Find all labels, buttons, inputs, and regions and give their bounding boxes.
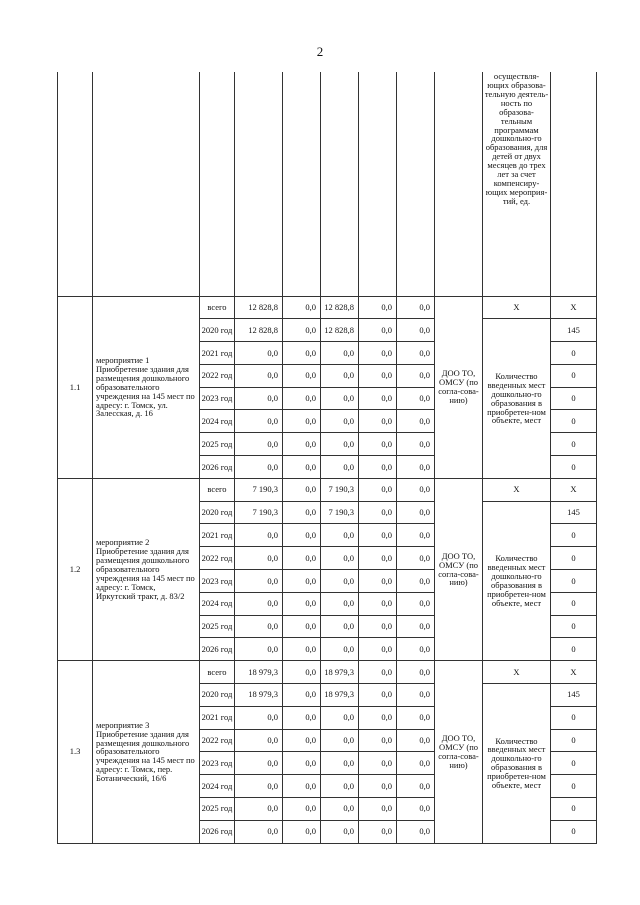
period-cell: 2023 год bbox=[200, 570, 235, 593]
indicator-x-cell: Х bbox=[483, 661, 551, 684]
section-number: 1.1 bbox=[58, 296, 93, 478]
local-budget-cell: 0,0 bbox=[359, 342, 397, 365]
total-funding-cell: 0,0 bbox=[235, 706, 283, 729]
extrabudget-cell: 0,0 bbox=[397, 410, 435, 433]
period-cell: 2024 год bbox=[200, 775, 235, 798]
indicator-value-cell: 0 bbox=[551, 547, 597, 570]
federal-budget-cell: 0,0 bbox=[283, 820, 321, 843]
regional-budget-cell: 0,0 bbox=[321, 615, 359, 638]
extrabudget-cell: 0,0 bbox=[397, 752, 435, 775]
federal-budget-cell: 0,0 bbox=[283, 433, 321, 456]
indicator-value-cell: 0 bbox=[551, 706, 597, 729]
indicator-value-cell: 0 bbox=[551, 433, 597, 456]
indicator-value-cell: 0 bbox=[551, 342, 597, 365]
indicator-value-cell: 0 bbox=[551, 592, 597, 615]
indicator-value-cell: 0 bbox=[551, 729, 597, 752]
indicator-value-cell: 0 bbox=[551, 798, 597, 821]
regional-budget-cell: 0,0 bbox=[321, 410, 359, 433]
extrabudget-cell: 0,0 bbox=[397, 706, 435, 729]
table-row bbox=[58, 661, 597, 684]
indicator-value-cell: 0 bbox=[551, 410, 597, 433]
section-number: 1.3 bbox=[58, 661, 93, 843]
local-budget-cell: 0,0 bbox=[359, 524, 397, 547]
measures-table bbox=[57, 72, 597, 844]
indicator-value-cell: 0 bbox=[551, 820, 597, 843]
indicator-x-cell: Х bbox=[483, 478, 551, 501]
federal-budget-cell: 0,0 bbox=[283, 547, 321, 570]
period-cell: 2026 год bbox=[200, 820, 235, 843]
regional-budget-cell: 0,0 bbox=[321, 456, 359, 479]
extrabudget-cell: 0,0 bbox=[397, 547, 435, 570]
federal-budget-cell: 0,0 bbox=[283, 319, 321, 342]
period-cell: 2021 год bbox=[200, 706, 235, 729]
measure-description: мероприятие 1 Приобретение здания для размещения дошкольного образовательного учреждения на 145 мест по адресу: г. Томск, ул. Залесская, д. 16 bbox=[93, 296, 200, 478]
indicator-value-cell: Х bbox=[551, 478, 597, 501]
local-budget-cell: 0,0 bbox=[359, 820, 397, 843]
federal-budget-cell: 0,0 bbox=[283, 752, 321, 775]
period-cell: всего bbox=[200, 478, 235, 501]
extrabudget-cell: 0,0 bbox=[397, 638, 435, 661]
local-budget-cell: 0,0 bbox=[359, 775, 397, 798]
total-funding-cell: 0,0 bbox=[235, 775, 283, 798]
regional-budget-cell: 0,0 bbox=[321, 524, 359, 547]
total-funding-cell: 7 190,3 bbox=[235, 478, 283, 501]
local-budget-cell: 0,0 bbox=[359, 433, 397, 456]
indicator-value-cell: Х bbox=[551, 661, 597, 684]
federal-budget-cell: 0,0 bbox=[283, 456, 321, 479]
period-cell: 2024 год bbox=[200, 410, 235, 433]
regional-budget-cell: 0,0 bbox=[321, 592, 359, 615]
extrabudget-cell: 0,0 bbox=[397, 820, 435, 843]
total-funding-cell: 18 979,3 bbox=[235, 684, 283, 707]
federal-budget-cell: 0,0 bbox=[283, 524, 321, 547]
executor-cell: ДОО ТО, ОМСУ (по согла-сова-нию) bbox=[435, 661, 483, 843]
federal-budget-cell: 0,0 bbox=[283, 364, 321, 387]
period-cell: 2022 год bbox=[200, 547, 235, 570]
period-cell: 2021 год bbox=[200, 524, 235, 547]
local-budget-cell: 0,0 bbox=[359, 364, 397, 387]
indicator-value-cell: 0 bbox=[551, 387, 597, 410]
period-cell: 2021 год bbox=[200, 342, 235, 365]
regional-budget-cell: 0,0 bbox=[321, 775, 359, 798]
indicator-value-cell: 0 bbox=[551, 364, 597, 387]
regional-budget-cell: 12 828,8 bbox=[321, 296, 359, 319]
federal-budget-cell: 0,0 bbox=[283, 775, 321, 798]
period-cell: 2025 год bbox=[200, 615, 235, 638]
total-funding-cell: 0,0 bbox=[235, 729, 283, 752]
total-funding-cell: 12 828,8 bbox=[235, 296, 283, 319]
indicator-value-cell: 0 bbox=[551, 524, 597, 547]
total-funding-cell: 0,0 bbox=[235, 342, 283, 365]
local-budget-cell: 0,0 bbox=[359, 798, 397, 821]
regional-budget-cell: 0,0 bbox=[321, 798, 359, 821]
total-funding-cell: 0,0 bbox=[235, 615, 283, 638]
total-funding-cell: 0,0 bbox=[235, 410, 283, 433]
local-budget-cell: 0,0 bbox=[359, 410, 397, 433]
period-cell: всего bbox=[200, 661, 235, 684]
indicator-value-cell: 0 bbox=[551, 752, 597, 775]
period-cell: 2025 год bbox=[200, 798, 235, 821]
period-cell: 2026 год bbox=[200, 456, 235, 479]
indicator-value-cell: 145 bbox=[551, 319, 597, 342]
federal-budget-cell: 0,0 bbox=[283, 684, 321, 707]
measure-description: мероприятие 2 Приобретение здания для размещения дошкольного образовательного учреждения на 145 мест по адресу: г. Томск, Иркутский тракт, д. 83/2 bbox=[93, 478, 200, 660]
total-funding-cell: 0,0 bbox=[235, 547, 283, 570]
indicator-name-cell: Количество введенных мест дошкольно-го образования в приобретен-ном объекте, мест bbox=[483, 684, 551, 844]
regional-budget-cell: 0,0 bbox=[321, 729, 359, 752]
total-funding-cell: 0,0 bbox=[235, 638, 283, 661]
executor-cell: ДОО ТО, ОМСУ (по согла-сова-нию) bbox=[435, 296, 483, 478]
measure-description: мероприятие 3 Приобретение здания для размещения дошкольного образовательного учреждения на 145 мест по адресу: г. Томск, пер. Ботанический, 16/6 bbox=[93, 661, 200, 843]
period-cell: 2023 год bbox=[200, 387, 235, 410]
federal-budget-cell: 0,0 bbox=[283, 661, 321, 684]
local-budget-cell: 0,0 bbox=[359, 570, 397, 593]
extrabudget-cell: 0,0 bbox=[397, 296, 435, 319]
federal-budget-cell: 0,0 bbox=[283, 342, 321, 365]
period-cell: 2020 год bbox=[200, 501, 235, 524]
local-budget-cell: 0,0 bbox=[359, 592, 397, 615]
executor-cell: ДОО ТО, ОМСУ (по согла-сова-нию) bbox=[435, 478, 483, 660]
indicator-value-cell: 145 bbox=[551, 684, 597, 707]
table-row bbox=[58, 478, 597, 501]
period-cell: 2022 год bbox=[200, 364, 235, 387]
table-row bbox=[58, 296, 597, 319]
period-cell: 2022 год bbox=[200, 729, 235, 752]
regional-budget-cell: 0,0 bbox=[321, 638, 359, 661]
local-budget-cell: 0,0 bbox=[359, 478, 397, 501]
indicator-value-cell: Х bbox=[551, 296, 597, 319]
local-budget-cell: 0,0 bbox=[359, 729, 397, 752]
federal-budget-cell: 0,0 bbox=[283, 615, 321, 638]
indicator-value-cell: 0 bbox=[551, 570, 597, 593]
extrabudget-cell: 0,0 bbox=[397, 342, 435, 365]
indicator-x-cell: Х bbox=[483, 296, 551, 319]
regional-budget-cell: 0,0 bbox=[321, 547, 359, 570]
federal-budget-cell: 0,0 bbox=[283, 592, 321, 615]
period-cell: 2023 год bbox=[200, 752, 235, 775]
local-budget-cell: 0,0 bbox=[359, 319, 397, 342]
regional-budget-cell: 0,0 bbox=[321, 342, 359, 365]
extrabudget-cell: 0,0 bbox=[397, 524, 435, 547]
local-budget-cell: 0,0 bbox=[359, 752, 397, 775]
total-funding-cell: 0,0 bbox=[235, 456, 283, 479]
local-budget-cell: 0,0 bbox=[359, 456, 397, 479]
period-cell: 2025 год bbox=[200, 433, 235, 456]
local-budget-cell: 0,0 bbox=[359, 706, 397, 729]
extrabudget-cell: 0,0 bbox=[397, 433, 435, 456]
continuation-indicator-text: осуществля-ющих образова-тельную деятель-ность по образова-тельным программам дошкольно-го образования, для детей от двух месяцев до трех лет за счет компенсиру-ющих мероприя-тий, ед. bbox=[483, 72, 551, 296]
total-funding-cell: 0,0 bbox=[235, 433, 283, 456]
period-cell: 2020 год bbox=[200, 684, 235, 707]
regional-budget-cell: 0,0 bbox=[321, 752, 359, 775]
period-cell: 2026 год bbox=[200, 638, 235, 661]
indicator-name-cell: Количество введенных мест дошкольно-го образования в приобретен-ном объекте, мест bbox=[483, 319, 551, 479]
regional-budget-cell: 18 979,3 bbox=[321, 661, 359, 684]
total-funding-cell: 0,0 bbox=[235, 820, 283, 843]
local-budget-cell: 0,0 bbox=[359, 501, 397, 524]
federal-budget-cell: 0,0 bbox=[283, 638, 321, 661]
extrabudget-cell: 0,0 bbox=[397, 684, 435, 707]
extrabudget-cell: 0,0 bbox=[397, 729, 435, 752]
federal-budget-cell: 0,0 bbox=[283, 570, 321, 593]
local-budget-cell: 0,0 bbox=[359, 661, 397, 684]
federal-budget-cell: 0,0 bbox=[283, 410, 321, 433]
regional-budget-cell: 12 828,8 bbox=[321, 319, 359, 342]
regional-budget-cell: 18 979,3 bbox=[321, 684, 359, 707]
extrabudget-cell: 0,0 bbox=[397, 798, 435, 821]
regional-budget-cell: 0,0 bbox=[321, 387, 359, 410]
regional-budget-cell: 0,0 bbox=[321, 820, 359, 843]
period-cell: всего bbox=[200, 296, 235, 319]
regional-budget-cell: 0,0 bbox=[321, 570, 359, 593]
local-budget-cell: 0,0 bbox=[359, 296, 397, 319]
extrabudget-cell: 0,0 bbox=[397, 478, 435, 501]
federal-budget-cell: 0,0 bbox=[283, 706, 321, 729]
federal-budget-cell: 0,0 bbox=[283, 501, 321, 524]
regional-budget-cell: 7 190,3 bbox=[321, 501, 359, 524]
local-budget-cell: 0,0 bbox=[359, 638, 397, 661]
federal-budget-cell: 0,0 bbox=[283, 798, 321, 821]
local-budget-cell: 0,0 bbox=[359, 684, 397, 707]
total-funding-cell: 0,0 bbox=[235, 592, 283, 615]
federal-budget-cell: 0,0 bbox=[283, 296, 321, 319]
federal-budget-cell: 0,0 bbox=[283, 729, 321, 752]
total-funding-cell: 0,0 bbox=[235, 570, 283, 593]
extrabudget-cell: 0,0 bbox=[397, 570, 435, 593]
page-number: 2 bbox=[316, 44, 324, 59]
extrabudget-cell: 0,0 bbox=[397, 615, 435, 638]
section-number: 1.2 bbox=[58, 478, 93, 660]
extrabudget-cell: 0,0 bbox=[397, 364, 435, 387]
total-funding-cell: 0,0 bbox=[235, 364, 283, 387]
regional-budget-cell: 7 190,3 bbox=[321, 478, 359, 501]
indicator-name-cell: Количество введенных мест дошкольно-го образования в приобретен-ном объекте, мест bbox=[483, 501, 551, 661]
federal-budget-cell: 0,0 bbox=[283, 387, 321, 410]
local-budget-cell: 0,0 bbox=[359, 547, 397, 570]
local-budget-cell: 0,0 bbox=[359, 615, 397, 638]
total-funding-cell: 7 190,3 bbox=[235, 501, 283, 524]
indicator-value-cell: 0 bbox=[551, 775, 597, 798]
total-funding-cell: 0,0 bbox=[235, 752, 283, 775]
period-cell: 2020 год bbox=[200, 319, 235, 342]
period-cell: 2024 год bbox=[200, 592, 235, 615]
federal-budget-cell: 0,0 bbox=[283, 478, 321, 501]
indicator-value-cell: 0 bbox=[551, 456, 597, 479]
total-funding-cell: 18 979,3 bbox=[235, 661, 283, 684]
extrabudget-cell: 0,0 bbox=[397, 661, 435, 684]
extrabudget-cell: 0,0 bbox=[397, 456, 435, 479]
extrabudget-cell: 0,0 bbox=[397, 592, 435, 615]
local-budget-cell: 0,0 bbox=[359, 387, 397, 410]
total-funding-cell: 0,0 bbox=[235, 524, 283, 547]
extrabudget-cell: 0,0 bbox=[397, 501, 435, 524]
regional-budget-cell: 0,0 bbox=[321, 433, 359, 456]
total-funding-cell: 0,0 bbox=[235, 798, 283, 821]
extrabudget-cell: 0,0 bbox=[397, 319, 435, 342]
indicator-value-cell: 0 bbox=[551, 615, 597, 638]
extrabudget-cell: 0,0 bbox=[397, 387, 435, 410]
total-funding-cell: 0,0 bbox=[235, 387, 283, 410]
regional-budget-cell: 0,0 bbox=[321, 364, 359, 387]
total-funding-cell: 12 828,8 bbox=[235, 319, 283, 342]
extrabudget-cell: 0,0 bbox=[397, 775, 435, 798]
continuation-row bbox=[58, 72, 597, 296]
indicator-value-cell: 0 bbox=[551, 638, 597, 661]
indicator-value-cell: 145 bbox=[551, 501, 597, 524]
regional-budget-cell: 0,0 bbox=[321, 706, 359, 729]
